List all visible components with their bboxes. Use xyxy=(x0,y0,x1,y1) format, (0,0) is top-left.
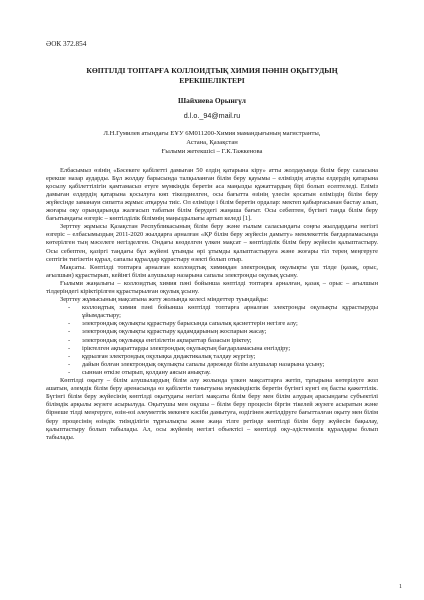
body-paragraph: Зерттеу жұмысы Қазақстан Республикасының білім беру және ғылым саласындағы соңғы жылдардағы негізгі өзгеріс – елбасымыздың 2011-2020 жылдарға арналған «ҚР білім беру жүйесін дамыту» мемлекеттік бағдарламасында көтерілген тың мәселеге негізделген. Ондағы көзделген үлкен мақсат – көптілділік білім беру жүйесін қалыптастыру. Осы себептен, қазіргі таңдағы бұл жүйені ұтымды өрі ұтымды қалыптастыруға және жоғары тіл терең меңгеруге септігін тигізетін құрал, сапалы құралдар құрастыру өзекті болып отыр. xyxy=(46,223,378,263)
udc-code: ӘОК 372.854 xyxy=(46,40,87,48)
task-list-item: - электрондық оқулыққа енгізілетін ақпараттар базасын іріктеу; xyxy=(68,337,378,345)
task-list xyxy=(46,304,378,377)
task-list-item: - іріктелген ақпараттарды электрондық оқулықтың бағдарламасына енгіздіру; xyxy=(68,345,378,353)
task-list-item: - коллоидтық химия пәні бойынша көптілді топтарға арналған электронды оқулықты құрастыруды ұйымдастыру; xyxy=(68,304,378,320)
task-list-item: - электрондық оқулықты құрастыру қадамдарының жоспарын жасау; xyxy=(68,328,378,336)
author-name: Шайхиева Орынгүл xyxy=(178,96,246,105)
body-paragraph: Елбасымыз өзінің «Бәсекеге қабілетті дамыған 50 елдің қатарына кіру» атты жолдауында білім беру саласына ерекше назар аударды. Бұл жолдау барысында талқыланған білім беру қауымы – еліміздің атаулы елдердің қатарына қосылу қабілеттілігін қамтамасыз етуге мүмкіндік беретін аса маңызды құжаттардың бірі болып есептеледі. Еліміз дамыған елдердің қатарына қосылуға көп тікелдиелген, осы бағытта өзінің үлесін қосатын еліміздің білім беру жүйесінде заманауи сипатта жұмыс атқаруы тиіс. Ол елімізде і білім беретін ордалар: мектеп қабырғасынан бастау алып, жоғары оқу орындарында жалғасып табатын білім берудегі жаңаша бағыт. Осы себептен, бүгінгі таңда білім беру бағытындағы өзгеріс – көптілділік білімнің маңыздылығы артып келеді [1]. xyxy=(46,166,378,223)
affiliation-line: Л.Н.Гумилев атындағы ЕҰУ 6М011200-Химия мамандығының магистранты, xyxy=(103,130,321,137)
affiliation-block xyxy=(46,129,378,157)
affiliation-line: Астана, Қазақстан xyxy=(186,139,238,147)
novelty-paragraph: Ғылыми жаңалығы – коллоидтық химия пәні бойынша көптілді топтарға арналған, қазақ – орыс – ағылшын тілдеріндегі кіріктірілген құрастырылған оқулық ұсыну. xyxy=(46,279,378,296)
body-paragraph: Көптілді оқыту – білім алушылардың білім алу жолында үлкен мақсаттарға жетіп, тұғырына көтерілуге жол ашатын, әлемдік білім беру аренасында өз қабілетін танытуына мүмкіндіктік беретін бүгінгі күнгі ең басты қажеттілік. Бүгінгі білім беру жүйесінің көптілді оқытудағы негізгі мақсаты білім беру мен білім алудың арасындағы субъектілі білімдік арқылы жүзеге асырылуда. Оқытушы мен оқушы – білім беру процесін біргін тікелей жүзеге асыратын және бірнеше тілді меңгеруге, өзін-өзі әлеуметтік мекенге кәсіби дамытуға, өздігінен жетілдіруге бағытталған оқыту мен білім беру процесінің өзіндік тиімділігін тұрғылықты және жаңа тілге ретінде көптілді білім беру жүйесін бақылау, қалыптастыру болып табылады. Ал, осы жүйенің негізгі объектісі – көптілді оқу-әдістемелік құралдары болып табылады. xyxy=(46,377,378,441)
author-email[interactable]: d.l.o._94@mail.ru xyxy=(183,111,241,120)
task-list-item: - сыннан өткізе отырып, қолдану аясын анықтау. xyxy=(68,369,378,377)
task-list-item: - электрондық оқулықты құрастыру барысында сапалық қасиеттерін негізге алу; xyxy=(68,320,378,328)
task-list-item: - дайын болған электрондық оқулықты сапалы дәрежеде білім алушылар назарына ұсыну; xyxy=(68,361,378,369)
page-number: 1 xyxy=(399,584,402,590)
article-title: КӨПТІЛДІ ТОПТАРҒА КОЛЛОИДТЫҚ ХИМИЯ ПӘНІН ОҚЫТУДЫҢ ЕРЕКШЕЛІКТЕРІ xyxy=(86,66,338,85)
affiliation-line: Ғылыми жетекшісі – Г.К.Тажкенова xyxy=(161,148,263,156)
tasks-intro-paragraph: Зерттеу жұмысының мақсатына жету жолында келесі міндеттер туындайды: xyxy=(60,296,269,304)
goal-paragraph: Мақсаты. Көптілді топтарға арналған коллоидтық химиядан электрондық оқулықты үш тілде (қазақ, орыс, ағылшын) құрастырып, кейінгі білім алушылар назарына сапалы электронды оқулық ұсыну. xyxy=(46,263,378,279)
article-body xyxy=(46,167,378,442)
task-list-item: - құрылған электрондық оқулықка дидактикалық талдау жүргізу; xyxy=(68,353,378,361)
